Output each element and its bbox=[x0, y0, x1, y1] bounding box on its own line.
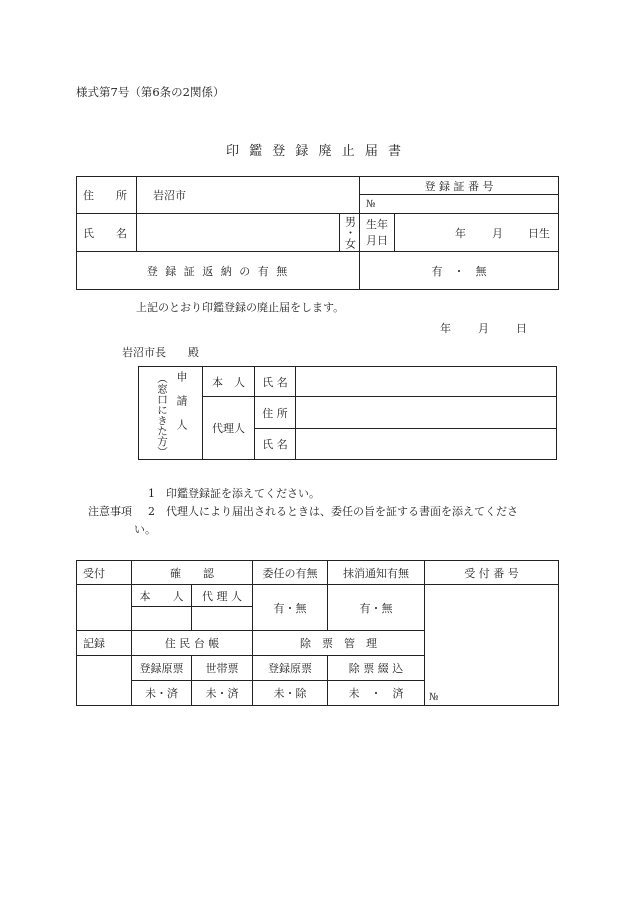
receipt-no-field[interactable]: № bbox=[425, 585, 559, 706]
record-field[interactable] bbox=[77, 656, 132, 706]
confirm-agent-label: 代 理 人 bbox=[192, 585, 253, 607]
confirm-agent-field[interactable] bbox=[192, 607, 253, 631]
self-name-label: 氏 名 bbox=[255, 367, 296, 397]
form-id: 様式第7号（第6条の2関係） bbox=[76, 85, 225, 99]
name-label: 氏 名 bbox=[77, 214, 137, 252]
birth-label-line2: 月日 bbox=[366, 233, 388, 247]
status-2[interactable]: 未・済 bbox=[192, 681, 253, 706]
office-use-table bbox=[76, 560, 559, 706]
status-4[interactable]: 未 ・ 済 bbox=[328, 681, 425, 706]
return-options[interactable]: 有 ・ 無 bbox=[360, 252, 559, 290]
sex-options[interactable] bbox=[340, 214, 360, 252]
reg-no-header: 登 録 証 番 号 bbox=[360, 177, 559, 195]
birth-month: 月 bbox=[492, 227, 503, 240]
agent-name-label: 氏 名 bbox=[255, 429, 296, 460]
date-day: 日 bbox=[516, 322, 527, 335]
note-item-2: 2 代理人により届出されるときは、委任の旨を証する書面を添えてくださ bbox=[148, 505, 518, 518]
applicant-main-label: 申請人 bbox=[175, 371, 188, 443]
reception-label: 受付 bbox=[77, 561, 132, 585]
delegation-label: 委任の有無 bbox=[253, 561, 328, 585]
note-item-1: 1 印鑑登録証を添えてください。 bbox=[148, 487, 320, 500]
address-label: 住 所 bbox=[77, 177, 137, 214]
erasure-options[interactable]: 有・無 bbox=[328, 585, 425, 631]
name-field[interactable] bbox=[137, 214, 340, 252]
address-field[interactable]: 岩沼市 bbox=[137, 177, 360, 214]
confirm-self-field[interactable] bbox=[132, 607, 192, 631]
record-label: 記録 bbox=[77, 631, 132, 656]
resident-register-label: 住 民 台 帳 bbox=[132, 631, 253, 656]
self-label: 本 人 bbox=[203, 367, 255, 397]
agent-label: 代理人 bbox=[203, 397, 255, 460]
birth-day: 日生 bbox=[528, 227, 550, 240]
date-year: 年 bbox=[440, 322, 451, 335]
note-item-2-cont: い。 bbox=[134, 523, 156, 536]
receipt-no-label: 受 付 番 号 bbox=[425, 561, 559, 585]
self-name-field[interactable] bbox=[296, 367, 557, 397]
notes-label: 注意事項 bbox=[88, 505, 132, 518]
birth-label bbox=[360, 214, 395, 252]
applicant-label bbox=[139, 367, 203, 460]
date-month: 月 bbox=[478, 322, 489, 335]
statement: 上記のとおり印鑑登録の廃止届をします。 bbox=[136, 301, 345, 314]
sex-options-text: 男・女 bbox=[343, 216, 357, 249]
reception-field[interactable] bbox=[77, 585, 132, 631]
reg-original-2-label: 登録原票 bbox=[253, 656, 328, 681]
birth-label-line1: 生年 bbox=[366, 217, 388, 231]
agent-address-label: 住 所 bbox=[255, 397, 296, 429]
agent-name-field[interactable] bbox=[296, 429, 557, 460]
status-1[interactable]: 未・済 bbox=[132, 681, 192, 706]
delegation-options[interactable]: 有・無 bbox=[253, 585, 328, 631]
removal-filed-label: 除 票 綴 込 bbox=[328, 656, 425, 681]
confirm-label: 確 認 bbox=[132, 561, 253, 585]
status-3[interactable]: 未・除 bbox=[253, 681, 328, 706]
reg-original-1-label: 登録原票 bbox=[132, 656, 192, 681]
erasure-label: 抹消通知有無 bbox=[328, 561, 425, 585]
birth-year: 年 bbox=[455, 227, 466, 240]
reg-no-field[interactable]: № bbox=[360, 195, 559, 214]
removal-management-label: 除 票 管 理 bbox=[253, 631, 425, 656]
agent-address-field[interactable] bbox=[296, 397, 557, 429]
household-label: 世帯票 bbox=[192, 656, 253, 681]
confirm-self-label: 本 人 bbox=[132, 585, 192, 607]
applicant-table bbox=[138, 366, 557, 460]
applicant-sub-label: （窓口にきた方） bbox=[156, 373, 168, 457]
page-title: 印 鑑 登 録 廃 止 届 書 bbox=[226, 144, 404, 159]
addressee: 岩沼市長 殿 bbox=[122, 346, 199, 359]
birth-date-field[interactable] bbox=[395, 214, 559, 252]
applicant-info-table bbox=[76, 176, 559, 290]
return-label: 登 録 証 返 納 の 有 無 bbox=[77, 252, 360, 290]
